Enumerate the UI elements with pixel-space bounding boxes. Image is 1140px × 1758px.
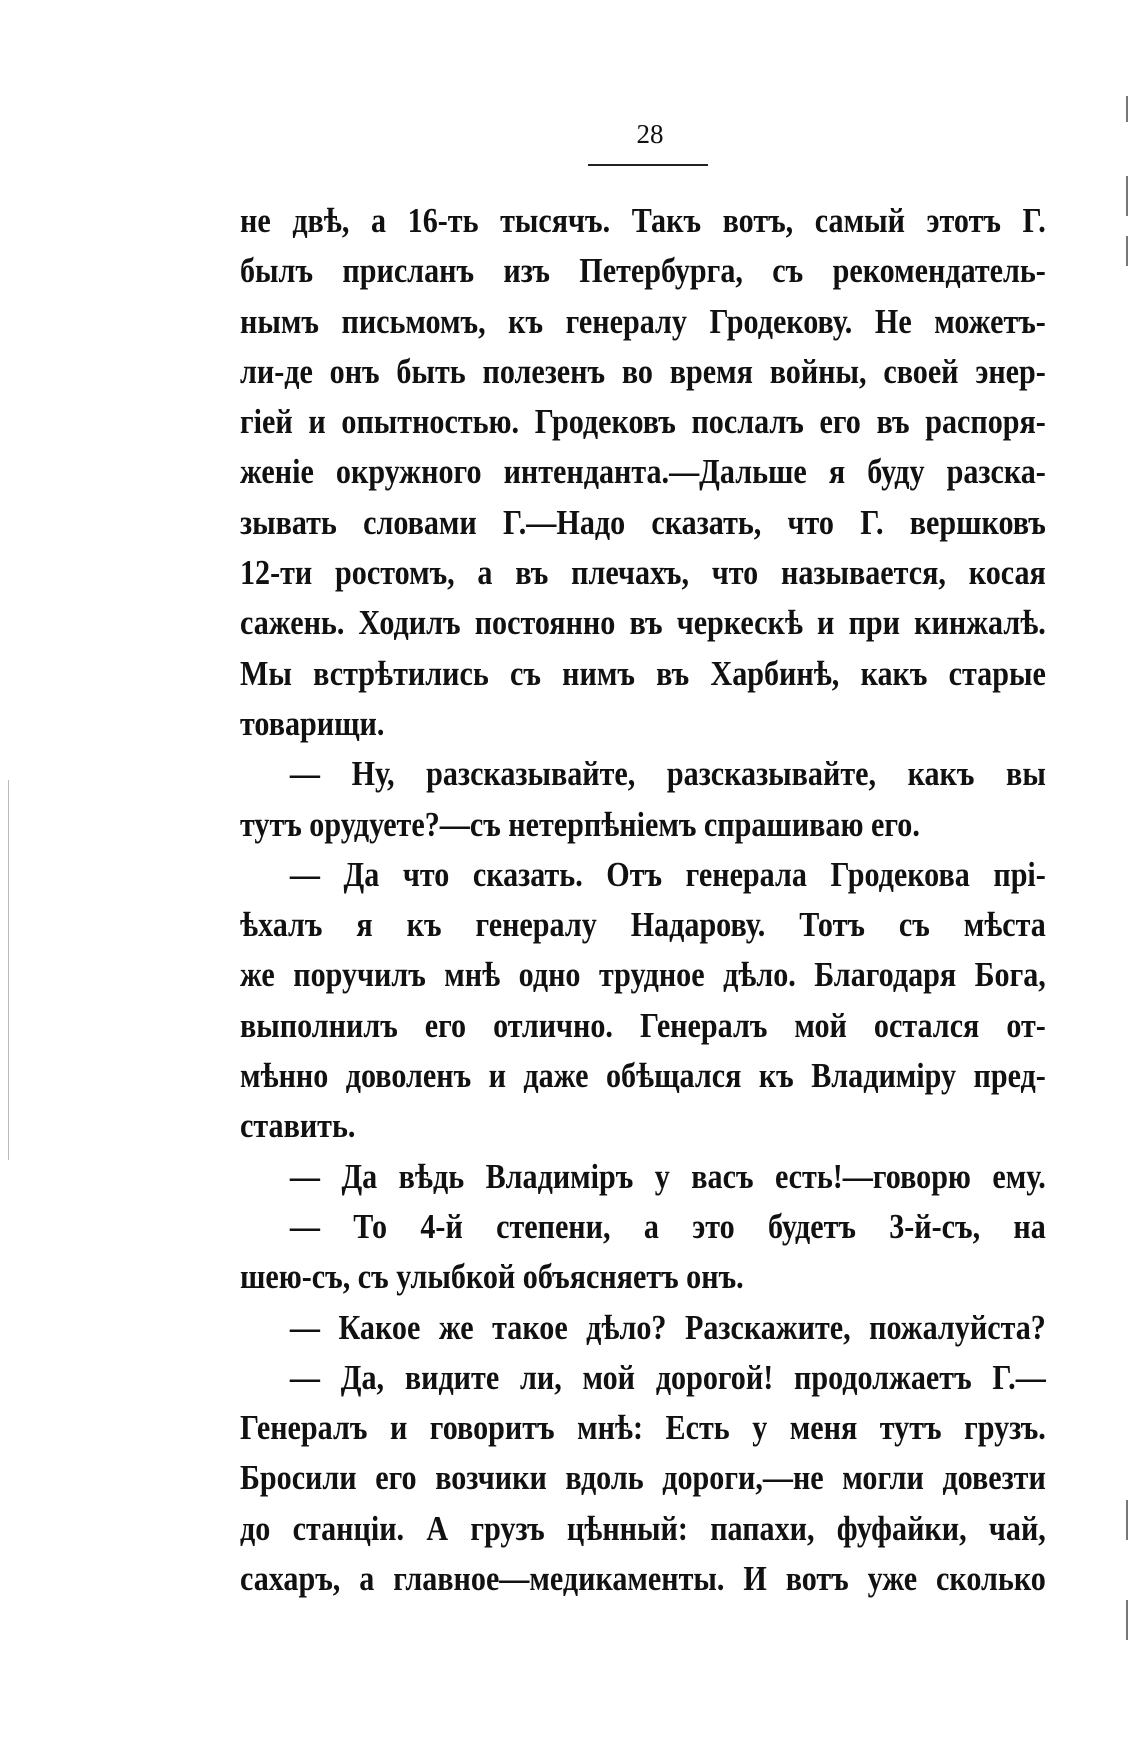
text-line: 12-ти ростомъ, а въ плечахъ, что называется, косая [240, 553, 1046, 593]
text-line: же поручилъ мнѣ одно трудное дѣло. Благодаря Бога, [240, 955, 1046, 995]
text-line: — Да, видите ли, мой дорогой! продолжаетъ Г.— [289, 1357, 1046, 1397]
text-line: — Да вѣдь Владиміръ у васъ есть!—говорю ему. [289, 1156, 1046, 1196]
text-line: мѣнно доволенъ и даже обѣщался къ Владиміру пред- [240, 1056, 1046, 1096]
text-line: — Какое же такое дѣло? Разскажите, пожалуйста? [289, 1307, 1046, 1347]
text-line: зывать словами Г.—Надо сказать, что Г. вершковъ [240, 502, 1046, 542]
text-line: выполнилъ его отлично. Генералъ мой остался от- [240, 1005, 1046, 1045]
page-number: 28 [636, 119, 664, 149]
margin-mark [1126, 1500, 1128, 1540]
text-line: — Да что сказать. Отъ генерала Гродекова прі- [289, 854, 1046, 894]
body-text [240, 196, 1046, 1604]
margin-mark [1126, 236, 1128, 266]
text-line: гіей и опытностью. Гродековъ послалъ его въ распоря- [240, 402, 1046, 442]
text-line: сажень. Ходилъ постоянно въ черкескѣ и при кинжалѣ. [240, 603, 1046, 643]
text-line: ли-де онъ быть полезенъ во время войны, своей энер- [240, 351, 1046, 391]
header-rule [588, 164, 708, 166]
margin-mark [1126, 96, 1128, 122]
text-line: до станціи. А грузъ цѣнный: папахи, фуфайки, чай, [240, 1508, 1046, 1548]
text-line: ставить. [240, 1106, 356, 1146]
text-line: женіе окружного интенданта.—Дальше я буду разска- [240, 452, 1046, 492]
text-line: Генералъ и говоритъ мнѣ: Есть у меня тутъ грузъ. [240, 1408, 1046, 1448]
text-line: шею-съ, съ улыбкой объясняетъ онъ. [240, 1257, 744, 1297]
margin-mark [8, 780, 9, 1160]
text-line: не двѣ, а 16-ть тысячъ. Такъ вотъ, самый этотъ Г. [240, 201, 1046, 240]
margin-mark [1126, 176, 1128, 216]
text-line: сахаръ, а главное—медикаменты. И вотъ уже сколько [240, 1559, 1046, 1599]
text-line: товарищи. [240, 703, 385, 743]
text-line: былъ присланъ изъ Петербурга, съ рекомендатель- [240, 251, 1046, 291]
margin-mark [1126, 1600, 1128, 1640]
text-line: ѣхалъ я къ генералу Надарову. Тотъ съ мѣста [240, 905, 1046, 945]
text-line: — Ну, разсказывайте, разсказывайте, какъ вы [289, 754, 1046, 794]
text-line: Бросили его возчики вдоль дороги,—не могли довезти [240, 1458, 1046, 1498]
text-line: Мы встрѣтились съ нимъ въ Харбинѣ, какъ старые [240, 653, 1046, 693]
text-line: — То 4-й степени, а это будетъ 3-й-съ, на [289, 1206, 1046, 1246]
text-line: тутъ орудуете?—съ нетерпѣніемъ спрашиваю его. [240, 804, 920, 844]
text-line: нымъ письмомъ, къ генералу Гродекову. Не можетъ- [240, 301, 1046, 341]
